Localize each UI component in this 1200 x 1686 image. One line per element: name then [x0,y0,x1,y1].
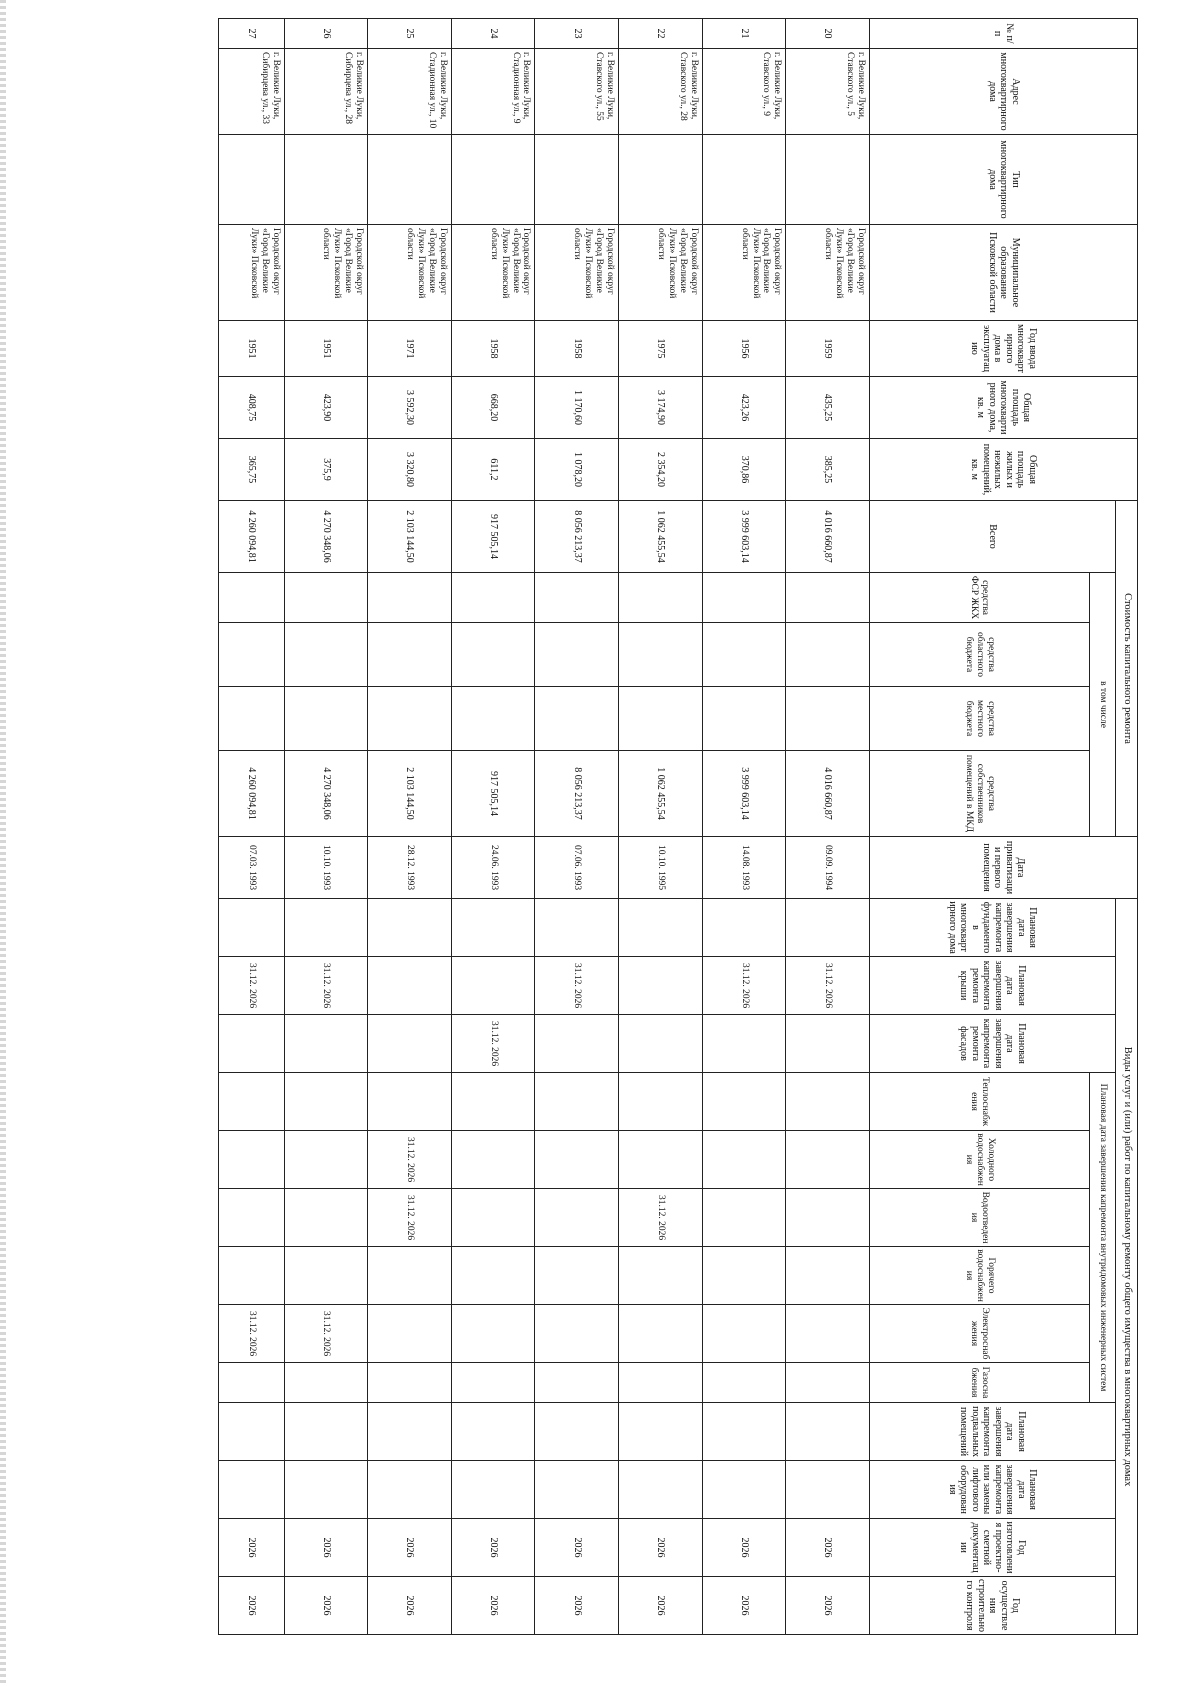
cell-cost-total: 2 103 144,50 [368,501,452,573]
cell-facade [786,1015,870,1073]
cell-cold-water [702,1131,786,1189]
cell-no: 21 [702,19,786,49]
cell-basement [219,1403,285,1461]
cell-facade: 31.12. 2026 [451,1015,535,1073]
cell-municipality: Городской округ «Город Великие Луки» Псковской области [451,225,535,321]
table-row [786,19,870,1635]
header-cost-fsr: средства ФСР ЖКХ [870,573,1090,623]
cell-municipality: Городской округ «Город Великие Луки» Псковской [219,225,285,321]
cell-elevator [702,1461,786,1519]
cell-cost-owners: 1 062 455,54 [619,751,703,837]
cell-house-type [786,135,870,225]
header-control-year: Год осуществления строительного контроля [870,1577,1116,1635]
cell-cold-water [219,1131,285,1189]
cell-elevator [451,1461,535,1519]
cell-total-area: 3 592,30 [368,377,452,439]
cell-cost-fsr [786,573,870,623]
cell-electricity: 31.12. 2026 [219,1305,285,1363]
cell-hot-water [702,1247,786,1305]
cell-cold-water [284,1131,368,1189]
cell-design-year: 2026 [535,1519,619,1577]
cell-facade [535,1015,619,1073]
cell-cost-regional [702,623,786,687]
header-sewerage: Водоотведения [870,1189,1090,1247]
cell-cost-fsr [219,573,285,623]
cell-elevator [219,1461,285,1519]
cell-control-year: 2026 [786,1577,870,1635]
cell-facade [368,1015,452,1073]
cell-cost-owners: 8 056 213,37 [535,751,619,837]
cell-cost-fsr [284,573,368,623]
table-row [451,19,535,1635]
cell-control-year: 2026 [619,1577,703,1635]
cell-foundation [219,899,285,957]
cell-address: г. Великие Луки, Сибирцева ул., 33 [219,49,285,135]
header-total-area: Общая площадь многоквартирного дома, кв. м [870,377,1138,439]
cell-cost-owners: 3 999 603,14 [702,751,786,837]
header-cost-regional: средства областного бюджета [870,623,1090,687]
cell-year: 1958 [451,321,535,377]
cell-design-year: 2026 [702,1519,786,1577]
cell-cost-total: 8 056 213,37 [535,501,619,573]
cell-control-year: 2026 [219,1577,285,1635]
cell-total-area: 668,20 [451,377,535,439]
cell-roof: 31.12. 2026 [535,957,619,1015]
cell-elevator [535,1461,619,1519]
header-hot-water: Горячего водоснабжения [870,1247,1090,1305]
cell-address: г. Великие Луки, Ставского ул., 28 [619,49,703,135]
header-electricity: Электроснабжения [870,1305,1090,1363]
cell-heating [786,1073,870,1131]
cell-basement [702,1403,786,1461]
header-municipality: Муниципальное образование Псковской области [870,225,1138,321]
table-row [284,19,368,1635]
cell-basement [619,1403,703,1461]
header-cost-local: средства местного бюджета [870,687,1090,751]
cell-cost-local [451,687,535,751]
cell-facade [702,1015,786,1073]
header-design-year: Год изготовления проектно-сметной документации [870,1519,1116,1577]
cell-cost-total: 3 999 603,14 [702,501,786,573]
cell-year: 1959 [786,321,870,377]
cell-no: 25 [368,19,452,49]
cell-facade [219,1015,285,1073]
cell-cost-local [368,687,452,751]
cell-house-type [619,135,703,225]
header-gas: Газоснабжения [870,1363,1090,1403]
cell-heating [619,1073,703,1131]
cell-year: 1958 [535,321,619,377]
cell-cost-fsr [702,573,786,623]
cell-gas [786,1363,870,1403]
cell-total-area: 1 170,60 [535,377,619,439]
cell-hot-water [535,1247,619,1305]
cell-year: 1975 [619,321,703,377]
cell-control-year: 2026 [451,1577,535,1635]
cell-electricity: 31.12. 2026 [284,1305,368,1363]
cell-design-year: 2026 [451,1519,535,1577]
cell-design-year: 2026 [284,1519,368,1577]
cell-living-area: 611,2 [451,439,535,501]
cell-privatization: 28.12. 1993 [368,837,452,899]
cell-electricity [368,1305,452,1363]
cell-cost-total: 4 260 094,81 [219,501,285,573]
table-row [535,19,619,1635]
cell-design-year: 2026 [368,1519,452,1577]
cell-address: г. Великие Луки, Ставского ул., 9 [702,49,786,135]
cell-design-year: 2026 [619,1519,703,1577]
cell-basement [284,1403,368,1461]
cell-total-area: 408,75 [219,377,285,439]
header-cost-owners: средства собственников помещений в МКД [870,751,1090,837]
cell-heating [702,1073,786,1131]
cell-roof [368,957,452,1015]
cell-elevator [619,1461,703,1519]
cell-address: г. Великие Луки, Ставского ул., 55 [535,49,619,135]
cell-sewerage [219,1189,285,1247]
cell-cost-owners: 2 103 144,50 [368,751,452,837]
cell-cost-fsr [368,573,452,623]
cell-house-type [702,135,786,225]
cell-no: 26 [284,19,368,49]
cell-municipality: Городской округ «Город Великие Луки» Псковской области [702,225,786,321]
scan-edge [0,0,6,1686]
cell-hot-water [451,1247,535,1305]
cell-privatization: 14.08. 1993 [702,837,786,899]
cell-no: 23 [535,19,619,49]
cell-foundation [702,899,786,957]
table-row [368,19,452,1635]
cell-basement [535,1403,619,1461]
cell-facade [284,1015,368,1073]
cell-year: 1956 [702,321,786,377]
cell-year: 1951 [219,321,285,377]
cell-cost-local [284,687,368,751]
cell-gas [284,1363,368,1403]
cell-roof [619,957,703,1015]
cell-electricity [451,1305,535,1363]
cell-sewerage [284,1189,368,1247]
cell-cost-regional [535,623,619,687]
cell-heating [451,1073,535,1131]
cell-hot-water [786,1247,870,1305]
cell-roof: 31.12. 2026 [219,957,285,1015]
cell-heating [219,1073,285,1131]
cell-cost-regional [786,623,870,687]
cell-foundation [368,899,452,957]
cell-cost-regional [368,623,452,687]
cell-control-year: 2026 [368,1577,452,1635]
cell-cold-water: 31.12. 2026 [368,1131,452,1189]
cell-total-area: 3 174,90 [619,377,703,439]
cell-living-area: 2 354,20 [619,439,703,501]
cell-cost-owners: 4 270 348,06 [284,751,368,837]
cell-municipality: Городской округ «Город Великие Луки» Псковской области [786,225,870,321]
cell-heating [535,1073,619,1131]
header-privatization: Дата приватизации первого помещения [870,837,1138,899]
cell-elevator [786,1461,870,1519]
cell-foundation [786,899,870,957]
cell-no: 20 [786,19,870,49]
cell-electricity [619,1305,703,1363]
header-works-group: Виды услуг и (или) работ по капитальному ремонту общего имущества в многоквартирных домах [1116,899,1138,1635]
header-cost-total: Всего [870,501,1116,573]
header-house-type: Тип многоквартирного дома [870,135,1138,225]
header-systems-group: Плановая дата завершения капремонта внутридомовых инженерных систем [1090,1073,1116,1403]
cell-privatization: 07.03. 1993 [219,837,285,899]
header-elevator: Плановая дата завершения капремонта или замены лифтового оборудования [870,1461,1116,1519]
cell-cost-fsr [619,573,703,623]
cell-total-area: 423,26 [702,377,786,439]
cell-design-year: 2026 [219,1519,285,1577]
header-address: Адрес многоквартирного дома [870,49,1138,135]
cell-electricity [535,1305,619,1363]
cell-foundation [535,899,619,957]
cell-cost-owners: 917 505,14 [451,751,535,837]
cell-gas [619,1363,703,1403]
cell-cost-total: 917 505,14 [451,501,535,573]
cell-address: г. Великие Луки, Сибирцева ул., 28 [284,49,368,135]
cell-no: 24 [451,19,535,49]
table-body [219,19,870,1635]
cell-foundation [619,899,703,957]
cell-address: г. Великие Луки, Стадионная ул., 9 [451,49,535,135]
cell-cost-owners: 4 260 094,81 [219,751,285,837]
cell-cold-water [451,1131,535,1189]
cell-house-type [219,135,285,225]
cell-cold-water [535,1131,619,1189]
cell-cost-total: 1 062 455,54 [619,501,703,573]
cell-cost-fsr [535,573,619,623]
header-heating: Теплоснабжения [870,1073,1090,1131]
cell-cold-water [786,1131,870,1189]
cell-house-type [368,135,452,225]
cell-control-year: 2026 [284,1577,368,1635]
cell-sewerage [535,1189,619,1247]
cell-elevator [368,1461,452,1519]
cell-total-area: 435,25 [786,377,870,439]
header-living-area: Общая площадь жилых и нежилых помещений, кв. м [870,439,1138,501]
cell-municipality: Городской округ «Город Великие Луки» Псковской области [535,225,619,321]
cell-hot-water [219,1247,285,1305]
cell-sewerage [702,1189,786,1247]
cell-living-area: 385,25 [786,439,870,501]
cell-cost-local [219,687,285,751]
capital-repair-table [218,18,1138,1635]
cell-gas [702,1363,786,1403]
cell-no: 27 [219,19,285,49]
cell-basement [786,1403,870,1461]
cell-cost-regional [451,623,535,687]
cell-basement [451,1403,535,1461]
cell-no: 22 [619,19,703,49]
cell-facade [619,1015,703,1073]
cell-control-year: 2026 [702,1577,786,1635]
cell-roof: 31.12. 2026 [284,957,368,1015]
cell-address: г. Великие Луки, Стадионная ул., 10 [368,49,452,135]
table-row [219,19,285,1635]
cell-elevator [284,1461,368,1519]
cell-cost-owners: 4 016 660,87 [786,751,870,837]
cell-cost-regional [219,623,285,687]
cell-sewerage [451,1189,535,1247]
header-year-commission: Год ввода многоквартирного дома в эксплуатацию [870,321,1138,377]
cell-hot-water [619,1247,703,1305]
cell-design-year: 2026 [786,1519,870,1577]
cell-municipality: Городской округ «Город Великие Луки» Псковской области [619,225,703,321]
cell-foundation [451,899,535,957]
cell-heating [284,1073,368,1131]
header-foundation: Плановая дата завершения капремонта фундаментов многоквартирного дома [870,899,1116,957]
cell-cost-local [619,687,703,751]
cell-living-area: 370,86 [702,439,786,501]
cell-basement [368,1403,452,1461]
cell-electricity [786,1305,870,1363]
cell-gas [219,1363,285,1403]
header-no: № п/п [870,19,1138,49]
cell-living-area: 365,75 [219,439,285,501]
cell-hot-water [284,1247,368,1305]
cell-sewerage: 31.12. 2026 [368,1189,452,1247]
cell-cost-local [702,687,786,751]
cell-cost-regional [284,623,368,687]
cell-cold-water [619,1131,703,1189]
cell-electricity [702,1305,786,1363]
cell-heating [368,1073,452,1131]
cell-house-type [535,135,619,225]
header-roof: Плановая дата завершения капремонта ремонта крыши [870,957,1116,1015]
cell-cost-regional [619,623,703,687]
cell-foundation [284,899,368,957]
cell-year: 1951 [284,321,368,377]
header-facade: Плановая дата завершения капремонта ремонта фасадов [870,1015,1116,1073]
cell-privatization: 10.10. 1993 [284,837,368,899]
rotated-table-container [218,18,1138,1633]
cell-living-area: 375,9 [284,439,368,501]
table-row [619,19,703,1635]
cell-house-type [284,135,368,225]
cell-municipality: Городской округ «Город Великие Луки» Псковской области [368,225,452,321]
cell-privatization: 09.09. 1994 [786,837,870,899]
header-basement: Плановая дата завершения капремонта подвальных помещений [870,1403,1116,1461]
header-cost-group: Стоимость капитального ремонта [1116,501,1138,837]
cell-municipality: Городской округ «Город Великие Луки» Псковской области [284,225,368,321]
cell-living-area: 3 320,80 [368,439,452,501]
cell-cost-total: 4 270 348,06 [284,501,368,573]
cell-cost-fsr [451,573,535,623]
table-row [702,19,786,1635]
cell-roof: 31.12. 2026 [786,957,870,1015]
cell-privatization: 10.10. 1995 [619,837,703,899]
cell-roof: 31.12. 2026 [702,957,786,1015]
header-including: в том числе [1090,573,1116,837]
cell-address: г. Великие Луки, Ставского ул., 5 [786,49,870,135]
header-cold-water: Холодного водоснабжения [870,1131,1090,1189]
cell-cost-local [786,687,870,751]
cell-hot-water [368,1247,452,1305]
cell-control-year: 2026 [535,1577,619,1635]
cell-gas [451,1363,535,1403]
cell-living-area: 1 078,20 [535,439,619,501]
cell-year: 1971 [368,321,452,377]
cell-total-area: 423,90 [284,377,368,439]
cell-privatization: 07.06. 1993 [535,837,619,899]
cell-gas [535,1363,619,1403]
cell-sewerage [786,1189,870,1247]
cell-cost-local [535,687,619,751]
cell-privatization: 24.06. 1993 [451,837,535,899]
cell-roof [451,957,535,1015]
cell-gas [368,1363,452,1403]
cell-cost-total: 4 016 660,87 [786,501,870,573]
cell-house-type [451,135,535,225]
cell-sewerage: 31.12. 2026 [619,1189,703,1247]
